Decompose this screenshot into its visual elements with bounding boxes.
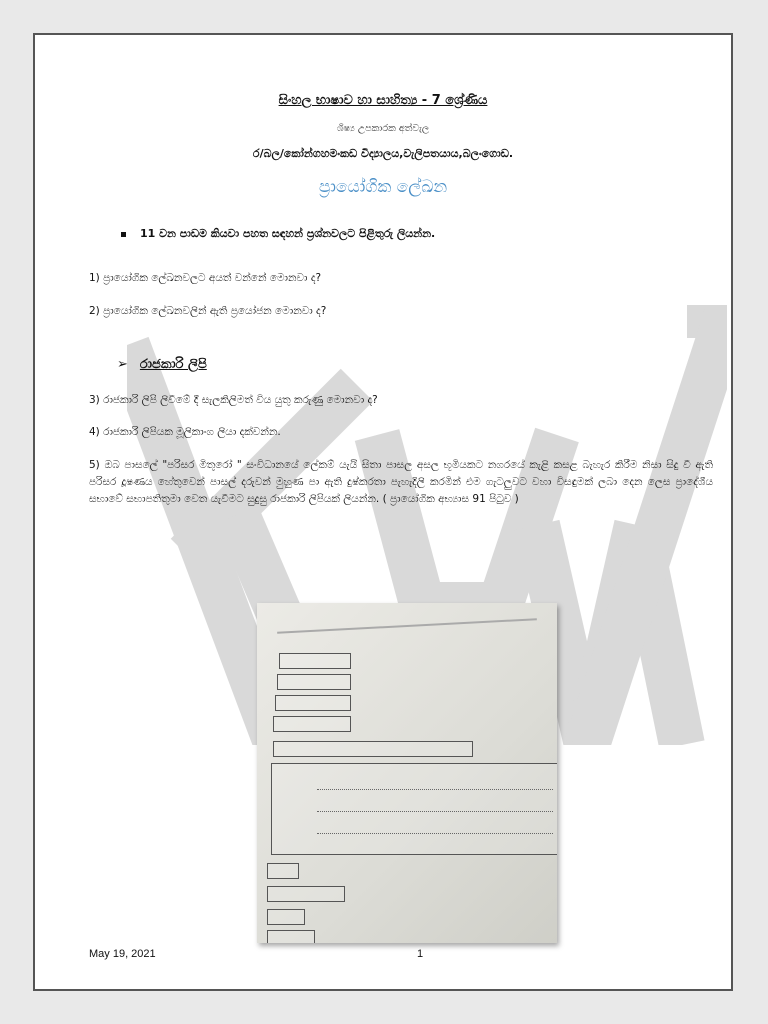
question-4: 4) රාජකාරි ලිපියක මූලිකාංග ලියා දක්වන්න. (89, 426, 281, 438)
question-2: 2) ප්‍රායෝගික ලේඛනවලින් ඇති ප්‍රයෝජන මොනවා ද? (89, 305, 327, 317)
photo-letter-template (257, 603, 557, 943)
page-number: 1 (417, 948, 424, 960)
question-3: 3) රාජකාරි ලිපි ලිවීමේ දී සැලකිලිමත් විය යුතු කරුණු මොනවා ද? (89, 394, 378, 406)
question-1: 1) ප්‍රායෝගික ලේඛනවලට අයත් වන්නේ මොනවා ද? (89, 272, 322, 284)
letter-format-photo (257, 603, 557, 943)
school-name: ර/බල/කෝන්ගහමංකඩ විද්‍යාලය,වැලිපතයාය,බලංගොඩ. (252, 147, 514, 160)
topic-heading: ප්‍රායෝගික ලේඛන (318, 177, 448, 197)
document-subtitle: ශිෂ්‍ය උපකාරක අත්වැල (336, 123, 430, 134)
instruction (121, 227, 435, 241)
section-heading-label: රාජකාරි ලිපි (139, 357, 207, 372)
section-heading (117, 357, 207, 372)
footer-date: May 19, 2021 (89, 948, 156, 960)
instruction-text: 11 වන පාඩම කියවා පහත සඳහන් ප්‍රශ්නවලට පිළිතුරු ලියන්න. (140, 227, 436, 240)
arrow-bullet-icon: ➢ (117, 357, 128, 372)
square-bullet-icon (121, 232, 126, 237)
question-5: 5) ඔබ පාසලේ "පරිසර මිතුරෝ " සංවිධානයේ ලේකම් යැයි සිතා පාසල අසල භූමියකට නගරයේ කැළි කසළ බැහැර කිරීම නිසා සිදු වී ඇති පරිසර දූෂණය හේතුවෙන් පාසල් දරුවන් මුහුණ පා ඇති දුෂ්කරතා පැහැදිලි කරමින් එම ගැටලුවට වහා විසඳුමක් ලබා දෙන ලෙස ප්‍රාදේශීය සභාවේ සභාපතිතුමා වෙත යැවීමට සුදුසු රාජකාරි ලිපියක් ලියන්න. ( ප්‍රායෝගික අභ්‍යාස 91 පිටුව ) (89, 459, 713, 505)
document-page (33, 33, 733, 991)
document-title: සිංහල භාෂාව හා සාහිත්‍ය - 7 ශ්‍රේණිය (278, 93, 488, 108)
